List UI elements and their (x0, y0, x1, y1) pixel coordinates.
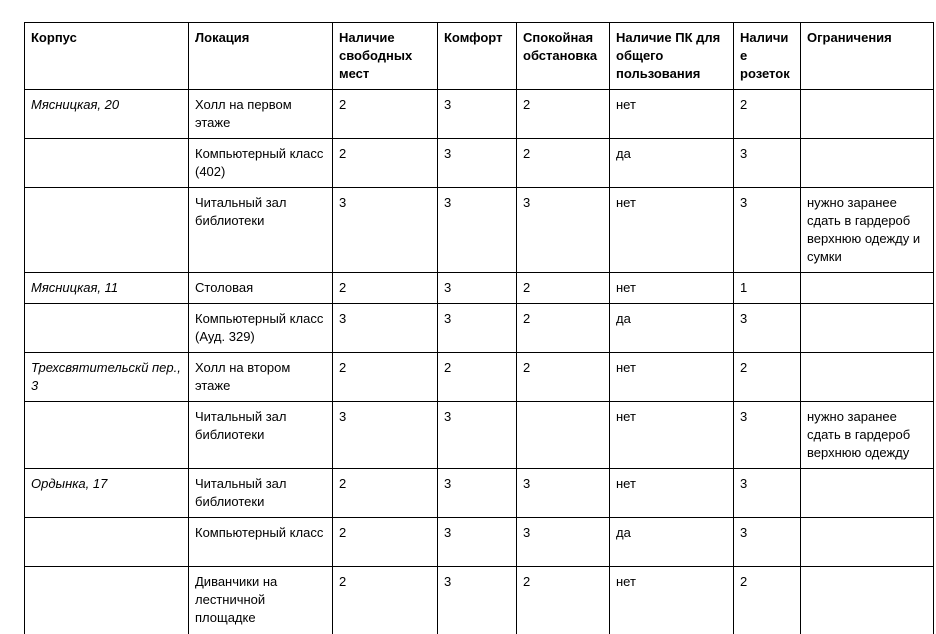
cell-calm: 2 (517, 353, 610, 402)
cell-comfort: 3 (438, 273, 517, 304)
cell-public-pc: да (610, 139, 734, 188)
cell-public-pc: нет (610, 188, 734, 273)
cell-public-pc: нет (610, 402, 734, 469)
study-spaces-table (24, 22, 934, 634)
cell-sockets: 3 (734, 139, 801, 188)
cell-building: Мясницкая, 11 (25, 273, 189, 304)
cell-comfort: 3 (438, 90, 517, 139)
cell-restrictions (801, 469, 934, 518)
cell-calm: 3 (517, 469, 610, 518)
cell-location: Холл на первом этаже (189, 90, 333, 139)
cell-calm: 2 (517, 273, 610, 304)
cell-comfort: 3 (438, 469, 517, 518)
header-location: Локация (189, 23, 333, 90)
cell-comfort: 3 (438, 139, 517, 188)
cell-free-seats: 2 (333, 273, 438, 304)
cell-comfort: 3 (438, 518, 517, 567)
cell-restrictions (801, 139, 934, 188)
table-row (25, 567, 934, 634)
cell-restrictions: нужно заранее сдать в гардероб верхнюю одежду и сумки (801, 188, 934, 273)
table-row (25, 353, 934, 402)
cell-location: Читальный зал библиотеки (189, 469, 333, 518)
cell-calm: 2 (517, 139, 610, 188)
cell-calm: 2 (517, 567, 610, 634)
cell-free-seats: 3 (333, 402, 438, 469)
cell-location: Читальный зал библиотеки (189, 402, 333, 469)
cell-location: Диванчики на лестничной площадке (189, 567, 333, 634)
cell-public-pc: нет (610, 353, 734, 402)
table-row (25, 402, 934, 469)
cell-free-seats: 2 (333, 469, 438, 518)
header-free-seats: Наличие свободных мест (333, 23, 438, 90)
cell-location: Компьютерный класс (Ауд. 329) (189, 304, 333, 353)
cell-public-pc: да (610, 304, 734, 353)
table-row (25, 469, 934, 518)
cell-building (25, 304, 189, 353)
cell-sockets: 3 (734, 402, 801, 469)
cell-free-seats: 3 (333, 188, 438, 273)
cell-location: Читальный зал библиотеки (189, 188, 333, 273)
cell-building: Мясницкая, 20 (25, 90, 189, 139)
cell-location: Холл на втором этаже (189, 353, 333, 402)
header-comfort: Комфорт (438, 23, 517, 90)
table-header-row (25, 23, 934, 90)
cell-building (25, 139, 189, 188)
cell-location: Столовая (189, 273, 333, 304)
cell-comfort: 3 (438, 304, 517, 353)
header-calm: Спокойная обстановка (517, 23, 610, 90)
cell-restrictions (801, 567, 934, 634)
cell-calm: 3 (517, 188, 610, 273)
cell-restrictions (801, 304, 934, 353)
cell-free-seats: 2 (333, 353, 438, 402)
cell-comfort: 3 (438, 567, 517, 634)
cell-building (25, 188, 189, 273)
cell-public-pc: нет (610, 273, 734, 304)
cell-sockets: 3 (734, 188, 801, 273)
cell-public-pc: нет (610, 90, 734, 139)
cell-comfort: 3 (438, 402, 517, 469)
table-row (25, 273, 934, 304)
table-row (25, 139, 934, 188)
table-row (25, 188, 934, 273)
cell-public-pc: нет (610, 469, 734, 518)
cell-sockets: 3 (734, 469, 801, 518)
cell-comfort: 2 (438, 353, 517, 402)
cell-comfort: 3 (438, 188, 517, 273)
cell-restrictions (801, 273, 934, 304)
cell-sockets: 2 (734, 567, 801, 634)
cell-free-seats: 2 (333, 90, 438, 139)
cell-location: Компьютерный класс (189, 518, 333, 567)
table-row (25, 304, 934, 353)
header-public-pc: Наличие ПК для общего пользования (610, 23, 734, 90)
cell-sockets: 3 (734, 518, 801, 567)
cell-building: Ордынка, 17 (25, 469, 189, 518)
cell-sockets: 1 (734, 273, 801, 304)
cell-calm: 2 (517, 90, 610, 139)
cell-sockets: 2 (734, 353, 801, 402)
cell-calm (517, 402, 610, 469)
cell-building: Трехсвятительскй пер., 3 (25, 353, 189, 402)
cell-calm: 3 (517, 518, 610, 567)
cell-calm: 2 (517, 304, 610, 353)
cell-public-pc: да (610, 518, 734, 567)
cell-sockets: 3 (734, 304, 801, 353)
cell-public-pc: нет (610, 567, 734, 634)
table-row (25, 90, 934, 139)
cell-sockets: 2 (734, 90, 801, 139)
cell-free-seats: 3 (333, 304, 438, 353)
header-restrictions: Ограничения (801, 23, 934, 90)
header-sockets: Наличи е розеток (734, 23, 801, 90)
cell-free-seats: 2 (333, 567, 438, 634)
cell-restrictions (801, 353, 934, 402)
cell-free-seats: 2 (333, 139, 438, 188)
table-row (25, 518, 934, 567)
header-building: Корпус (25, 23, 189, 90)
cell-building (25, 567, 189, 634)
cell-building (25, 518, 189, 567)
cell-free-seats: 2 (333, 518, 438, 567)
cell-building (25, 402, 189, 469)
cell-restrictions (801, 90, 934, 139)
cell-restrictions: нужно заранее сдать в гардероб верхнюю одежду (801, 402, 934, 469)
cell-restrictions (801, 518, 934, 567)
cell-location: Компьютерный класс (402) (189, 139, 333, 188)
